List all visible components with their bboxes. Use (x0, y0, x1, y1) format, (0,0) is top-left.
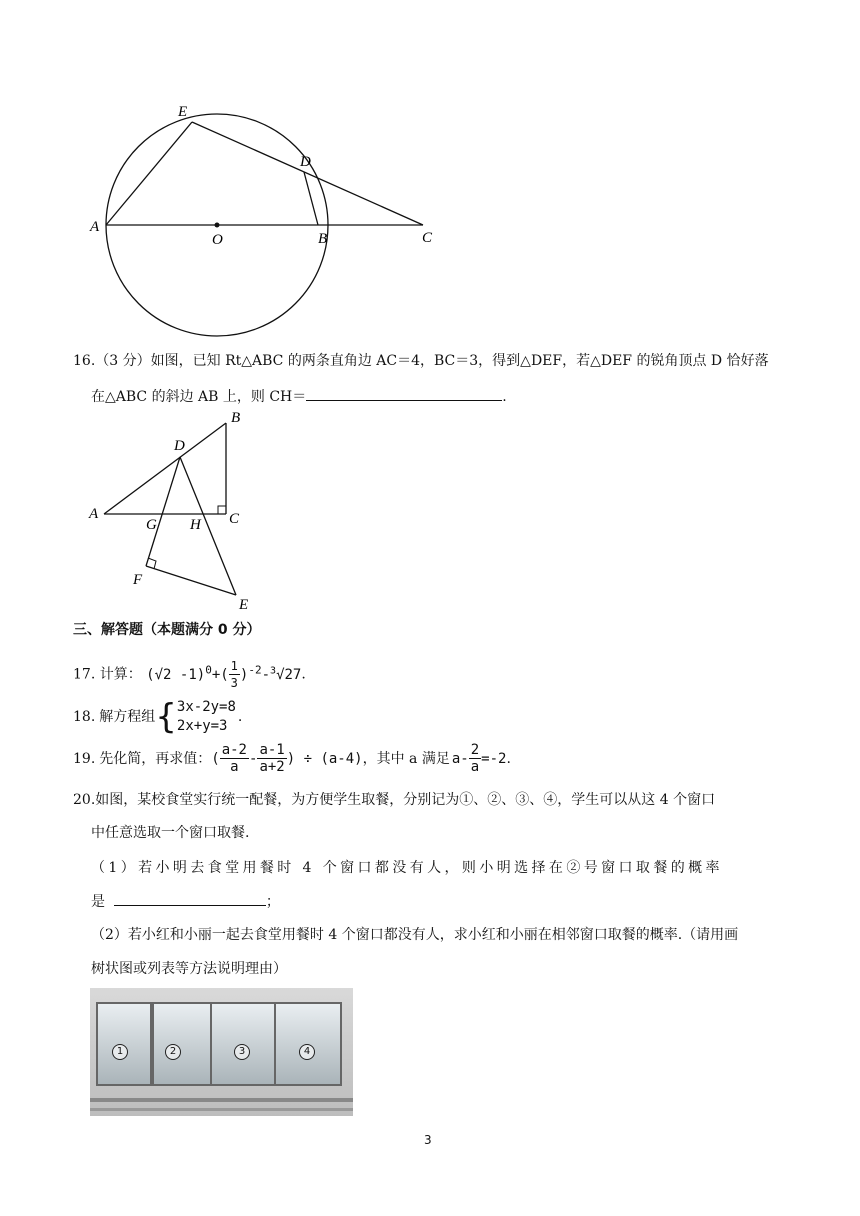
q18-system (177, 698, 236, 736)
q18-number: 18. (73, 709, 96, 725)
q18-equation-1: 3x-2y=8 (176, 699, 236, 715)
label-b: B (318, 231, 328, 247)
page-number: 3 (424, 1133, 432, 1147)
q16-line1 (73, 351, 769, 371)
q16-number: 16. (73, 353, 96, 369)
figure-15-circle-diagram (80, 95, 460, 345)
q19-condition: a- $\frac{2}{a}$ =-2 (451, 742, 507, 775)
q16-text-line1: 如图，已知 Rt△ABC 的两条直角边 AC＝4，BC＝3，得到△DEF，若△DEF 的锐角顶点 D 恰好落 (150, 353, 769, 369)
label-f: F (133, 572, 143, 588)
q17-label: 计算： (99, 666, 142, 683)
segment-de (180, 457, 236, 595)
label-b: B (231, 410, 241, 426)
label-e: E (178, 104, 188, 120)
railing-lower (90, 1108, 353, 1111)
q20-part1-answer-blank[interactable] (114, 890, 266, 906)
segment-df (146, 457, 180, 566)
canteen-windows-photo (90, 988, 353, 1116)
window-1-marker: 1 (112, 1044, 128, 1060)
center-dot (215, 223, 220, 228)
q17: 17. 计算： (√2 -1)$^0$+( $\frac{1}{3}$ )$^{-2}$-$^3$√27. (73, 659, 306, 690)
railing (90, 1098, 353, 1102)
q19-label: 先化简，再求值： (99, 750, 212, 767)
figure-16-triangle-diagram (80, 405, 270, 615)
segment-db (304, 172, 318, 225)
q20-part1-line1: （1）若小明去食堂用餐时 4 个窗口都没有人，则小明选择在②号窗口取餐的概率 (91, 860, 723, 876)
segment-ec (192, 122, 423, 225)
label-g: G (146, 517, 157, 533)
q18: 18. 解方程组 { 3x-2y=8 2x+y=3 . (73, 697, 243, 737)
right-angle-c (218, 506, 226, 514)
q20-line2: 中任意选取一个窗口取餐. (91, 825, 250, 841)
q16-answer-blank[interactable] (306, 385, 502, 401)
window-4-marker: 4 (299, 1044, 315, 1060)
q17-expression: (√2 -1)$^0$+( $\frac{1}{3}$ )$^{-2}$-$^3$√27 (146, 659, 302, 690)
q16-text-line2: 在△ABC 的斜边 AB 上，则 CH＝ (91, 389, 307, 405)
q19-expression: ( $\frac{a-2}{a}$ - $\frac{a-1}{a+2}$ ) ÷ (a-4) (211, 742, 363, 775)
q19-condition-text: ，其中 a 满足 (362, 750, 450, 767)
q19: 19. 先化简，再求值： ( $\frac{a-2}{a}$ - $\frac{a-1}{a+2}$ ) ÷ (a-4) ，其中 a 满足 a- $\frac{2}{a}$ =-2 . (73, 742, 511, 775)
q17-number: 17. (73, 666, 96, 683)
q16-line2: 在△ABC 的斜边 AB 上，则 CH＝ . (91, 385, 507, 407)
q18-brace: { (155, 697, 177, 737)
q20-part2-line2: 树状图或列表等方法说明理由） (91, 961, 287, 977)
q16-score: （3 分） (95, 353, 151, 369)
segment-fe (146, 566, 236, 595)
q18-label: 解方程组 (99, 709, 156, 725)
q20-part1-line2: 是 ； (91, 890, 280, 912)
label-o: O (212, 232, 223, 248)
section-3-title: 三、解答题（本题满分 0 分） (73, 622, 261, 638)
q19-number: 19. (73, 750, 96, 767)
q20-line1 (73, 790, 715, 810)
label-d: D (174, 438, 185, 454)
q20-text-line1: 如图，某校食堂实行统一配餐，为方便学生取餐，分别记为①、②、③、④，学生可以从这 4 个窗口 (95, 792, 716, 808)
label-a: A (89, 506, 99, 522)
q18-equation-2: 2x+y=3 (176, 718, 228, 734)
q20-number: 20. (73, 792, 96, 808)
label-c: C (229, 511, 240, 527)
label-d: D (300, 154, 311, 170)
window-2-marker: 2 (165, 1044, 181, 1060)
segment-ab (104, 423, 226, 514)
q20-part2-line1: （2）若小红和小丽一起去食堂用餐时 4 个窗口都没有人，求小红和小丽在相邻窗口取餐的概率.（请用画 (91, 927, 739, 943)
window-3-marker: 3 (234, 1044, 250, 1060)
label-h: H (190, 517, 201, 533)
label-a: A (90, 219, 100, 235)
label-e: E (239, 597, 249, 613)
label-c: C (422, 230, 433, 246)
